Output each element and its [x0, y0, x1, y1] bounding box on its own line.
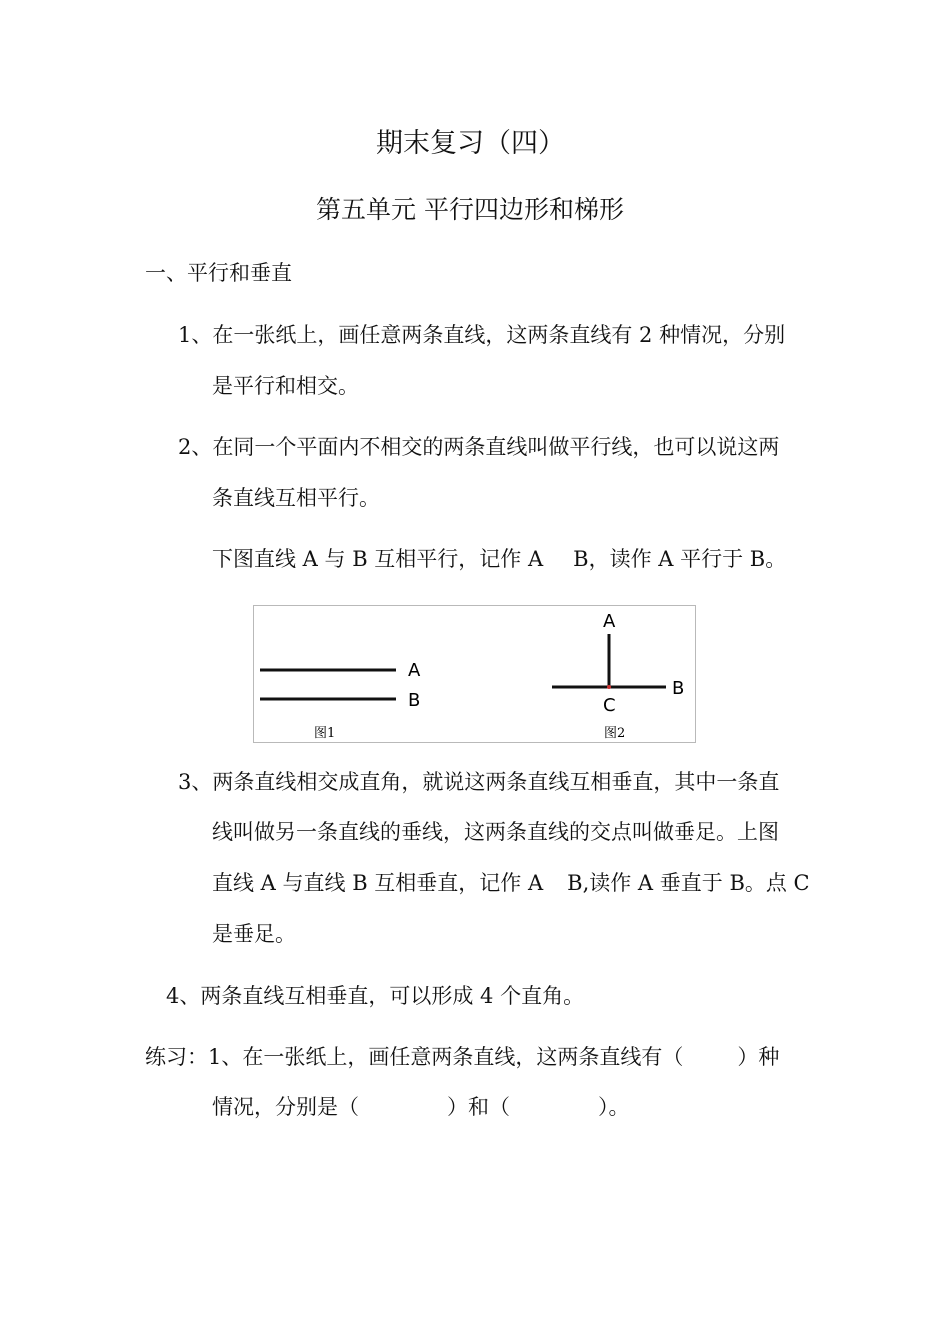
exercise-2-text: 情况，分别是（ — [212, 1095, 359, 1119]
paragraph-2-line-2: 条直线互相平行。 — [212, 486, 380, 510]
fig2-caption: 图2 — [604, 726, 626, 741]
exercise-line-1 — [145, 1047, 779, 1068]
paragraph-4-line-1: 4、两条直线互相垂直，可以形成 4 个直角。 — [166, 984, 585, 1008]
fig2-foot-point — [607, 685, 611, 689]
paragraph-2-line-1: 2、在同一个平面内不相交的两条直线叫做平行线，也可以说这两 — [178, 435, 780, 459]
exercise-1-text: 练习：1、在一张纸上，画任意两条直线，这两条直线有（ — [145, 1045, 684, 1069]
paragraph-3-line-1: 3、两条直线相交成直角，就说这两条直线互相垂直，其中一条直 — [178, 770, 780, 794]
paragraph-1-line-1: 1、在一张纸上，画任意两条直线，这两条直线有 2 种情况，分别 — [178, 323, 786, 347]
perpendicular-notation-suffix: B,读作 A 垂直于 B。点 C — [567, 871, 810, 895]
fig2-label-a: A — [603, 611, 616, 632]
page-title: 期末复习（四） — [376, 128, 565, 159]
exercise-2-end: ）。 — [598, 1095, 630, 1119]
section-heading: 一、平行和垂直 — [145, 261, 292, 285]
parallel-notation-suffix: B，读作 A 平行于 B。 — [573, 547, 787, 571]
fig1-label-a: A — [408, 660, 421, 681]
page-subtitle: 第五单元 平行四边形和梯形 — [316, 195, 624, 224]
paragraph-1-line-2: 是平行和相交。 — [212, 374, 359, 398]
perpendicular-notation-prefix: 直线 A 与直线 B 互相垂直，记作 A — [212, 871, 544, 895]
exercise-line-2 — [212, 1097, 630, 1118]
fig1-caption: 图1 — [314, 726, 336, 741]
exercise-2-and: ）和（ — [447, 1095, 510, 1119]
exercise-1-text-end: ）种 — [737, 1045, 780, 1069]
paragraph-2-line-3 — [212, 549, 786, 570]
paragraph-3-line-4: 是垂足。 — [212, 922, 296, 946]
parallel-perpendicular-figure — [253, 605, 696, 743]
paragraph-3-line-2: 线叫做另一条直线的垂线，这两条直线的交点叫做垂足。上图 — [212, 820, 779, 844]
fig2-label-c: C — [603, 695, 616, 716]
figure-drawing — [254, 606, 697, 744]
fig1-label-b: B — [408, 690, 421, 711]
fig2-label-b: B — [672, 678, 685, 699]
paragraph-3-line-3 — [212, 873, 810, 894]
parallel-notation-prefix: 下图直线 A 与 B 互相平行，记作 A — [212, 547, 544, 571]
